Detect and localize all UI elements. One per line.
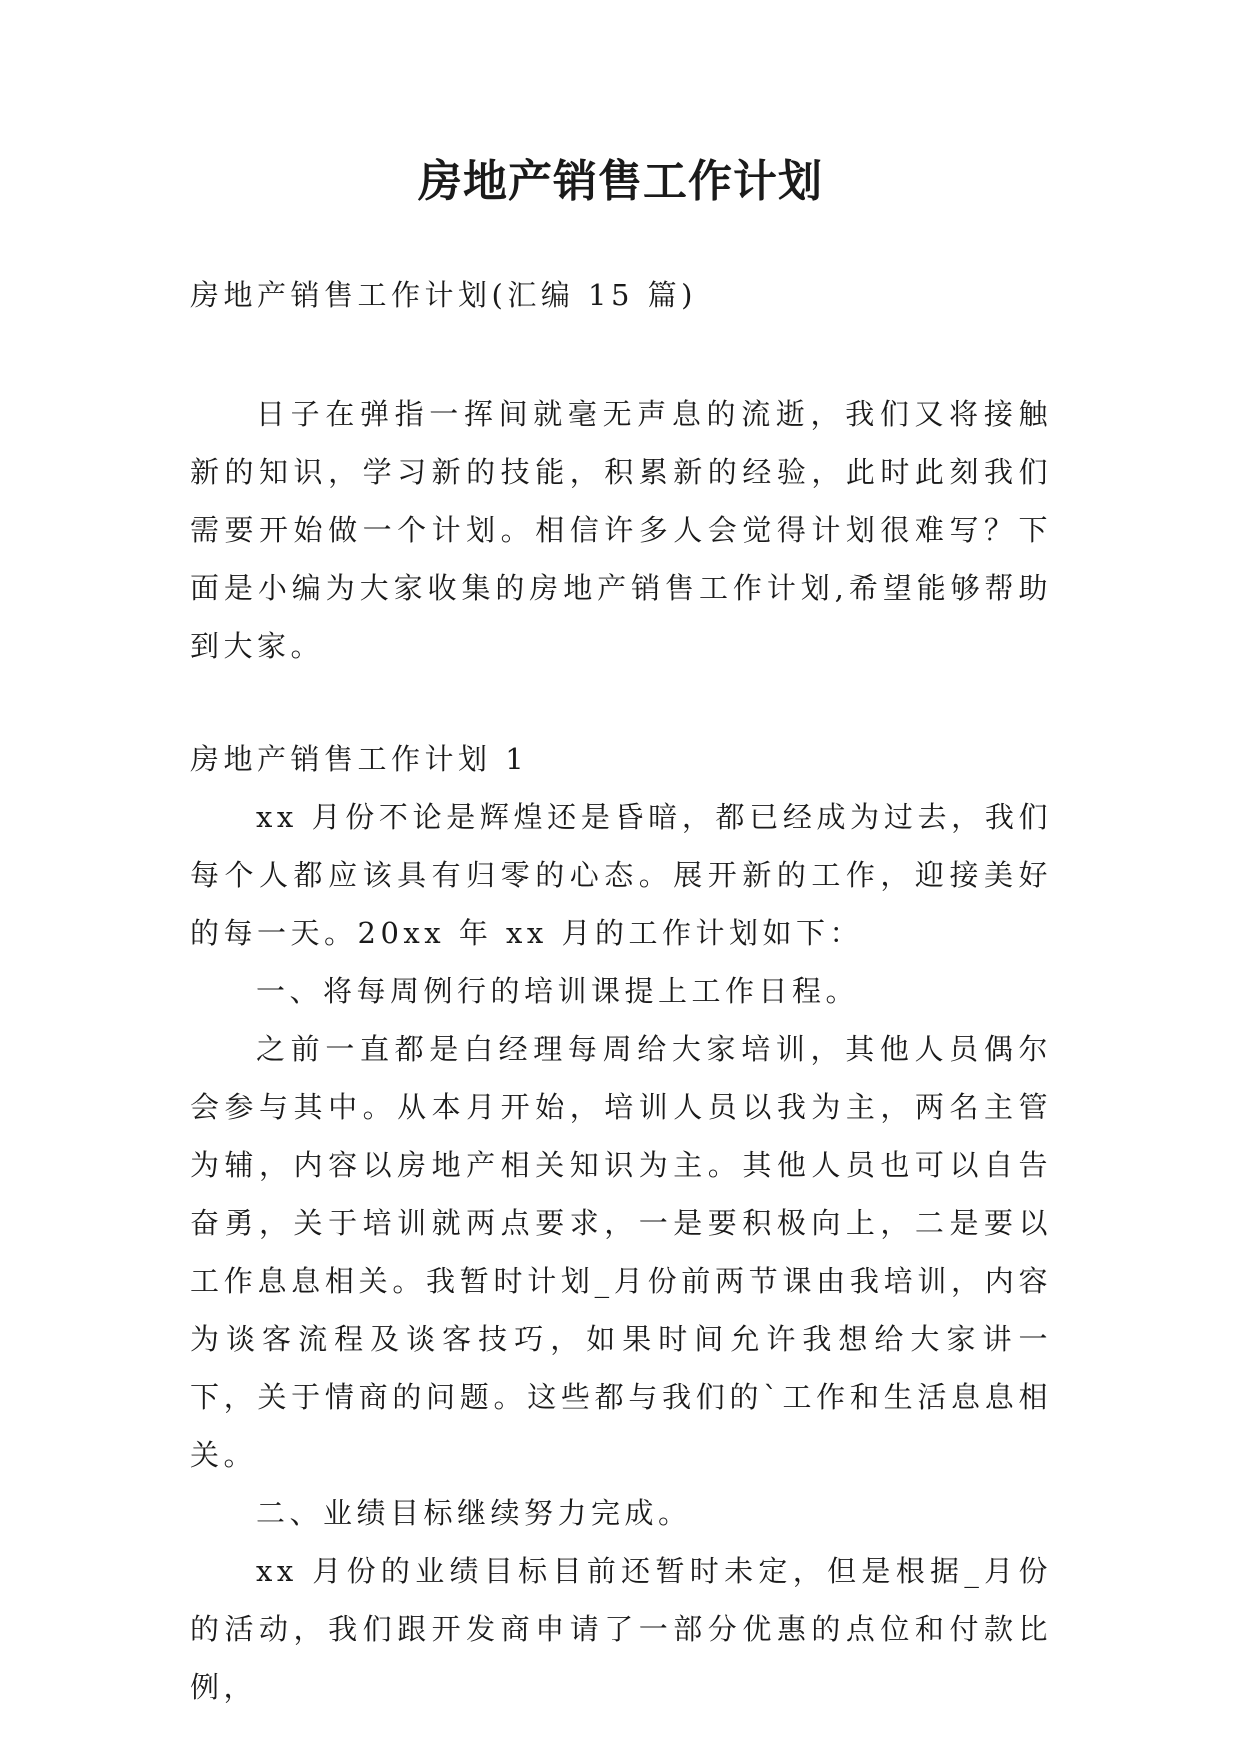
body-paragraph: 一、将每周例行的培训课提上工作日程。 [256, 974, 860, 1008]
body-paragraph: xx 月份的业绩目标目前还暂时未定，但是根据_月份的活动，我们跟开发商申请了一部分优惠的点位和付款比例， [190, 1554, 1052, 1704]
body-paragraph: xx 月份不论是辉煌还是昏暗，都已经成为过去，我们每个人都应该具有归零的心态。展开新的工作，迎接美好的每一天。20xx 年 xx 月的工作计划如下： [190, 800, 1052, 950]
body-paragraph: 之前一直都是白经理每周给大家培训，其他人员偶尔会参与其中。从本月开始，培训人员以我为主，两名主管为辅，内容以房地产相关知识为主。其他人员也可以自告奋勇，关于培训就两点要求，一是要积极向上，二是要以工作息息相关。我暂时计划_月份前两节课由我培训，内容为谈客流程及谈客技巧，如果时间允许我想给大家讲一下，关于情商的问题。这些都与我们的`工作和生活息息相关。 [190, 1032, 1052, 1472]
document-body [190, 266, 1052, 1716]
intro-paragraph: 日子在弹指一挥间就毫无声息的流逝，我们又将接触新的知识，学习新的技能，积累新的经验，此时此刻我们需要开始做一个计划。相信许多人会觉得计划很难写？下面是小编为大家收集的房地产销售工作计划,希望能够帮助到大家。 [190, 397, 1052, 663]
document-subtitle: 房地产销售工作计划(汇编 15 篇) [190, 278, 697, 312]
body-paragraph: 二、业绩目标继续努力完成。 [256, 1496, 692, 1530]
document-title: 房地产销售工作计划 [418, 156, 823, 207]
section-heading: 房地产销售工作计划 1 [190, 742, 529, 776]
